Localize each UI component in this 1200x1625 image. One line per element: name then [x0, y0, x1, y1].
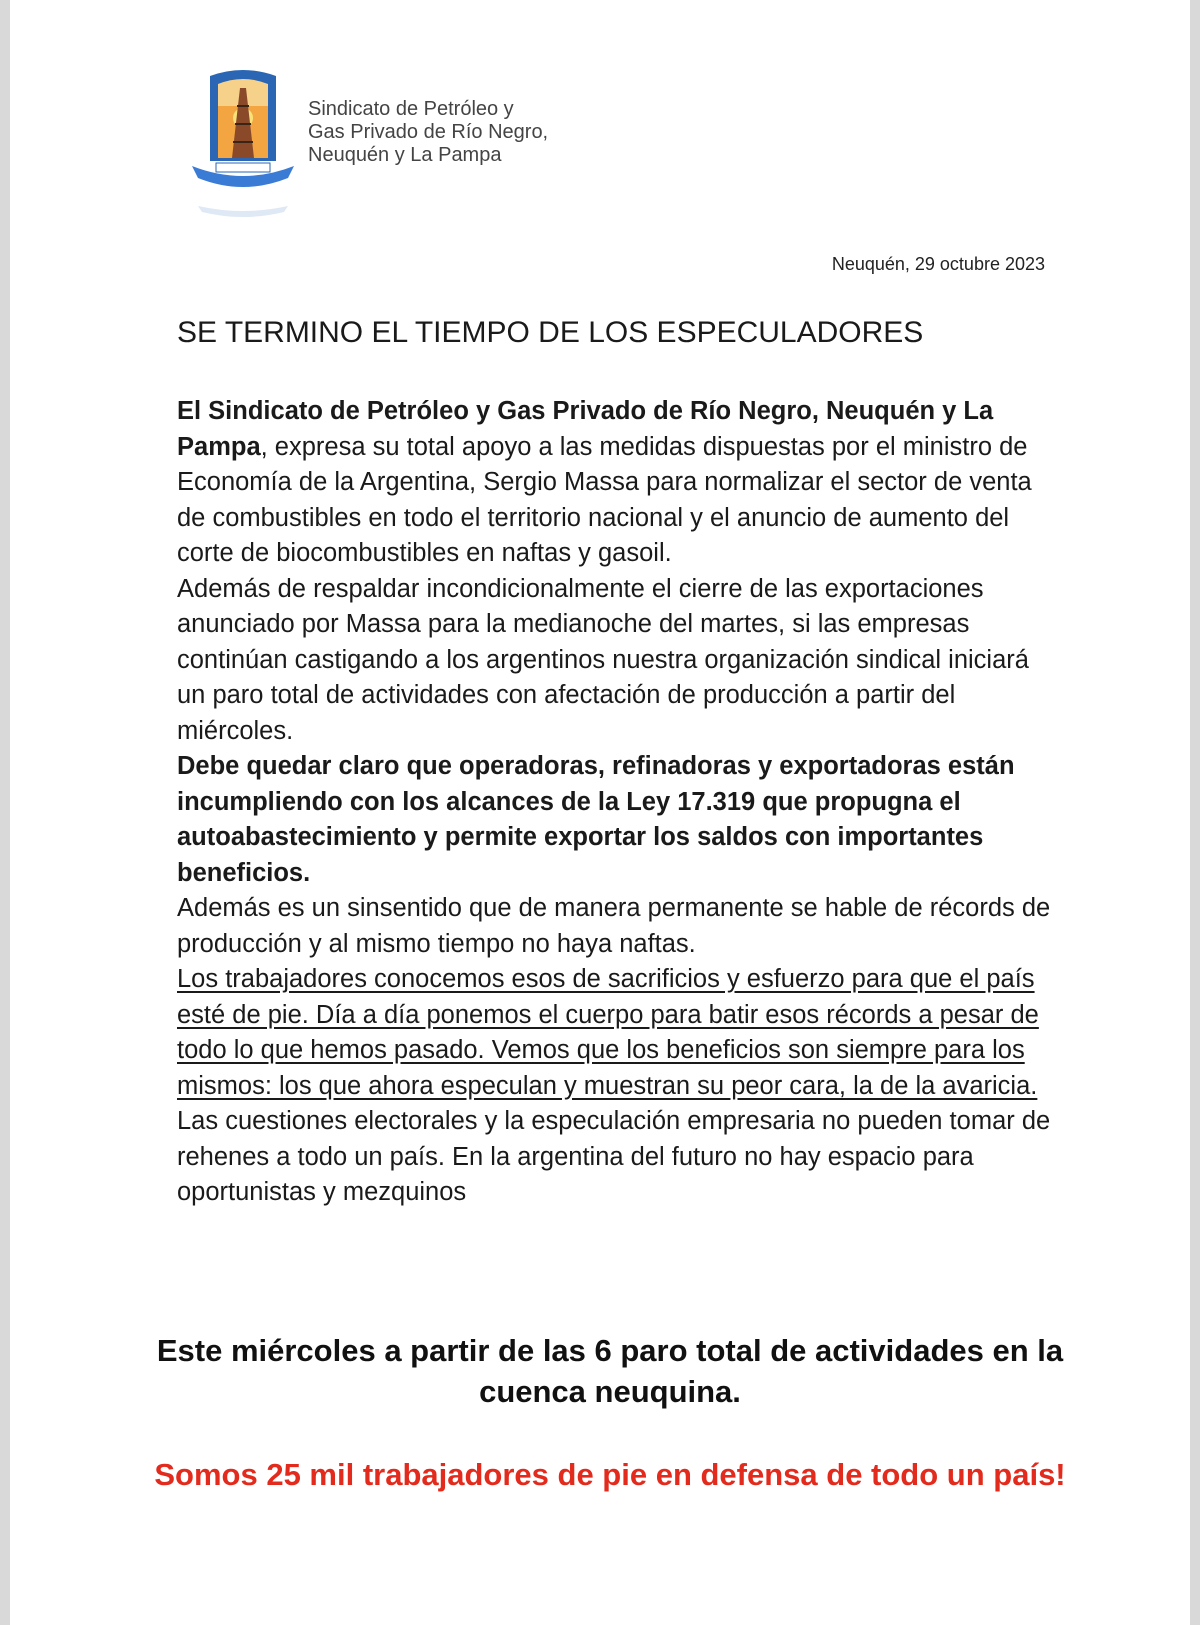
union-name-line: Gas Privado de Río Negro, — [308, 121, 549, 143]
paragraph-1-text: , expresa su total apoyo a las medidas dispuestas por el ministro de Economía de la Argentina, Sergio Massa para normalizar el sector de venta de combustibles en todo el territorio nacional y el anuncio de aumento del corte de biocombustibles en naftas y gasoil. — [177, 432, 1032, 567]
press-release-page — [10, 0, 1190, 1625]
paragraph-1-bold-lead: El Sindicato de Petróleo y Gas Privado de Río Negro, Neuquén y La Pampa — [177, 397, 994, 461]
union-name — [308, 98, 628, 167]
paragraph-2: Además de respaldar incondicionalmente el cierre de las exportaciones anunciado por Massa para la medianoche del martes, si las empresas continúan castigando a los argentinos nuestra organización sindical iniciará un paro total de actividades con afectación de producción a partir del miércoles. — [177, 574, 1029, 745]
paragraph-6: Las cuestiones electorales y la especulación empresaria no pueden tomar de rehenes a todo un país. En la argentina del futuro no hay espacio para oportunistas y mezquinos — [177, 1107, 1051, 1206]
paragraph-1 — [177, 394, 1057, 572]
union-name-line: Sindicato de Petróleo y — [308, 98, 514, 120]
paragraph-4: Además es un sinsentido que de manera permanente se hable de récords de producción y al mismo tiempo no haya naftas. — [177, 894, 1051, 958]
page-title: SE TERMINO EL TIEMPO DE LOS ESPECULADORES — [177, 316, 924, 349]
paragraph-3-bold: Debe quedar claro que operadoras, refinadoras y exportadoras están incumpliendo con los alcances de la Ley 17.319 que propugna el autoabastecimiento y permite exportar los saldos con importantes beneficios. — [177, 752, 1015, 887]
document-body — [177, 394, 1057, 1211]
strike-announcement: Este miércoles a partir de las 6 paro total de actividades en la cuenca neuquina. — [156, 1333, 1064, 1409]
document-date: Neuquén, 29 octubre 2023 — [831, 254, 1045, 274]
paragraph-5-underlined: Los trabajadores conocemos esos de sacrificios y esfuerzo para que el país esté de pie. Día a día ponemos el cuerpo para batir esos récords a pesar de todo lo que hemos pasado. Vemos que los beneficios son siempre para los mismos: los que ahora especulan y muestran su peor cara, la de la avaricia. — [177, 965, 1039, 1100]
union-name-line: Neuquén y La Pampa — [308, 144, 502, 166]
closing-statement: Somos 25 mil trabajadores de pie en defensa de todo un país! — [154, 1457, 1066, 1492]
union-logo-oil-derrick-icon — [188, 66, 298, 236]
